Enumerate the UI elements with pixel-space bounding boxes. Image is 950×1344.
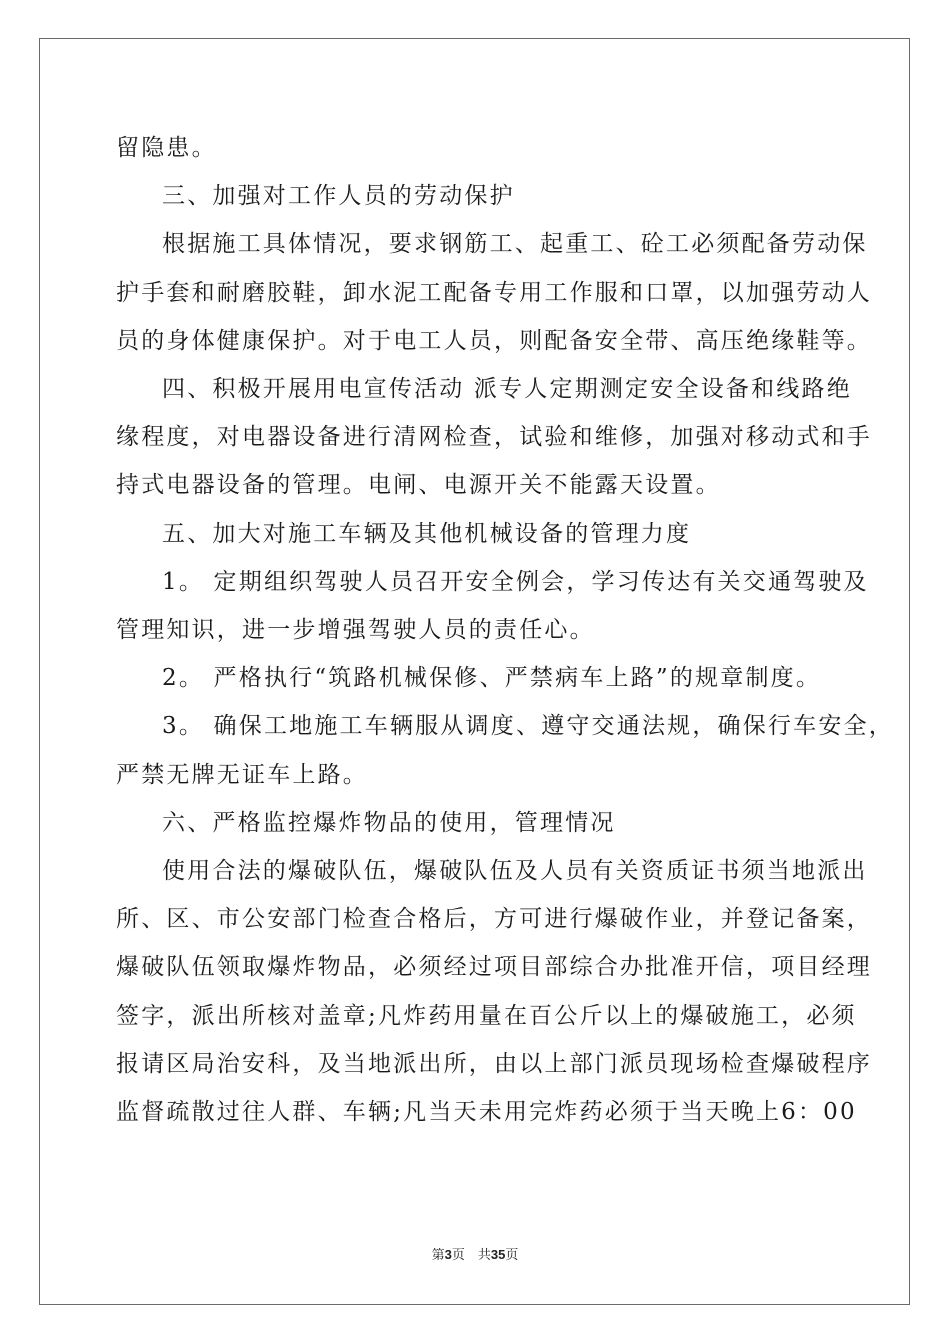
total-page-count: 35	[490, 1247, 506, 1262]
footer-mid: 页 共	[451, 1248, 491, 1263]
text-line: 所、区、市公安部门检查合格后，方可进行爆破作业，并登记备案，	[116, 906, 872, 933]
text-line: 缘程度，对电器设备进行清网检查，试验和维修，加强对移动式和手	[116, 424, 872, 451]
text-line: 护手套和耐磨胶鞋，卸水泥工配备专用工作服和口罩，以加强劳动人	[116, 279, 872, 306]
document-body	[116, 124, 894, 1136]
text-line: 持式电器设备的管理。电闸、电源开关不能露天设置。	[116, 472, 721, 499]
list-item: 3。 确保工地施工车辆服从调度、遵守交通法规，确保行车安全，	[162, 713, 894, 740]
footer-suffix: 页	[505, 1248, 519, 1263]
text-line: 监督疏散过往人群、车辆;凡当天未用完炸药必须于当天晚上6：00	[116, 1099, 857, 1126]
text-line: 严禁无牌无证车上路。	[116, 761, 368, 788]
current-page-number: 3	[444, 1247, 452, 1262]
section-heading: 六、严格监控爆炸物品的使用，管理情况	[162, 809, 616, 836]
text-line: 根据施工具体情况，要求钢筋工、起重工、砼工必须配备劳动保	[162, 231, 868, 258]
text-line: 爆破队伍领取爆炸物品，必须经过项目部综合办批准开信，项目经理	[116, 954, 872, 981]
text-line: 签字，派出所核对盖章;凡炸药用量在百公斤以上的爆破施工，必须	[116, 1002, 857, 1029]
list-item: 2。 严格执行“筑路机械保修、严禁病车上路”的规章制度。	[162, 665, 822, 692]
text-line: 员的身体健康保护。对于电工人员，则配备安全带、高压绝缘鞋等。	[116, 327, 872, 354]
section-heading: 五、加大对施工车辆及其他机械设备的管理力度	[162, 520, 692, 547]
footer-prefix: 第	[431, 1248, 445, 1263]
text-line: 管理知识，进一步增强驾驶人员的责任心。	[116, 617, 595, 644]
list-item: 1。 定期组织驾驶人员召开安全例会，学习传达有关交通驾驶及	[162, 568, 869, 595]
section-heading: 四、积极开展用电宣传活动 派专人定期测定安全设备和线路绝	[162, 376, 852, 403]
page-footer	[0, 1244, 950, 1263]
text-line: 报请区局治安科，及当地派出所，由以上部门派员现场检查爆破程序	[116, 1050, 872, 1077]
text-line: 使用合法的爆破队伍，爆破队伍及人员有关资质证书须当地派出	[162, 858, 868, 885]
text-line: 留隐患。	[116, 135, 217, 161]
section-heading: 三、加强对工作人员的劳动保护	[162, 183, 515, 210]
